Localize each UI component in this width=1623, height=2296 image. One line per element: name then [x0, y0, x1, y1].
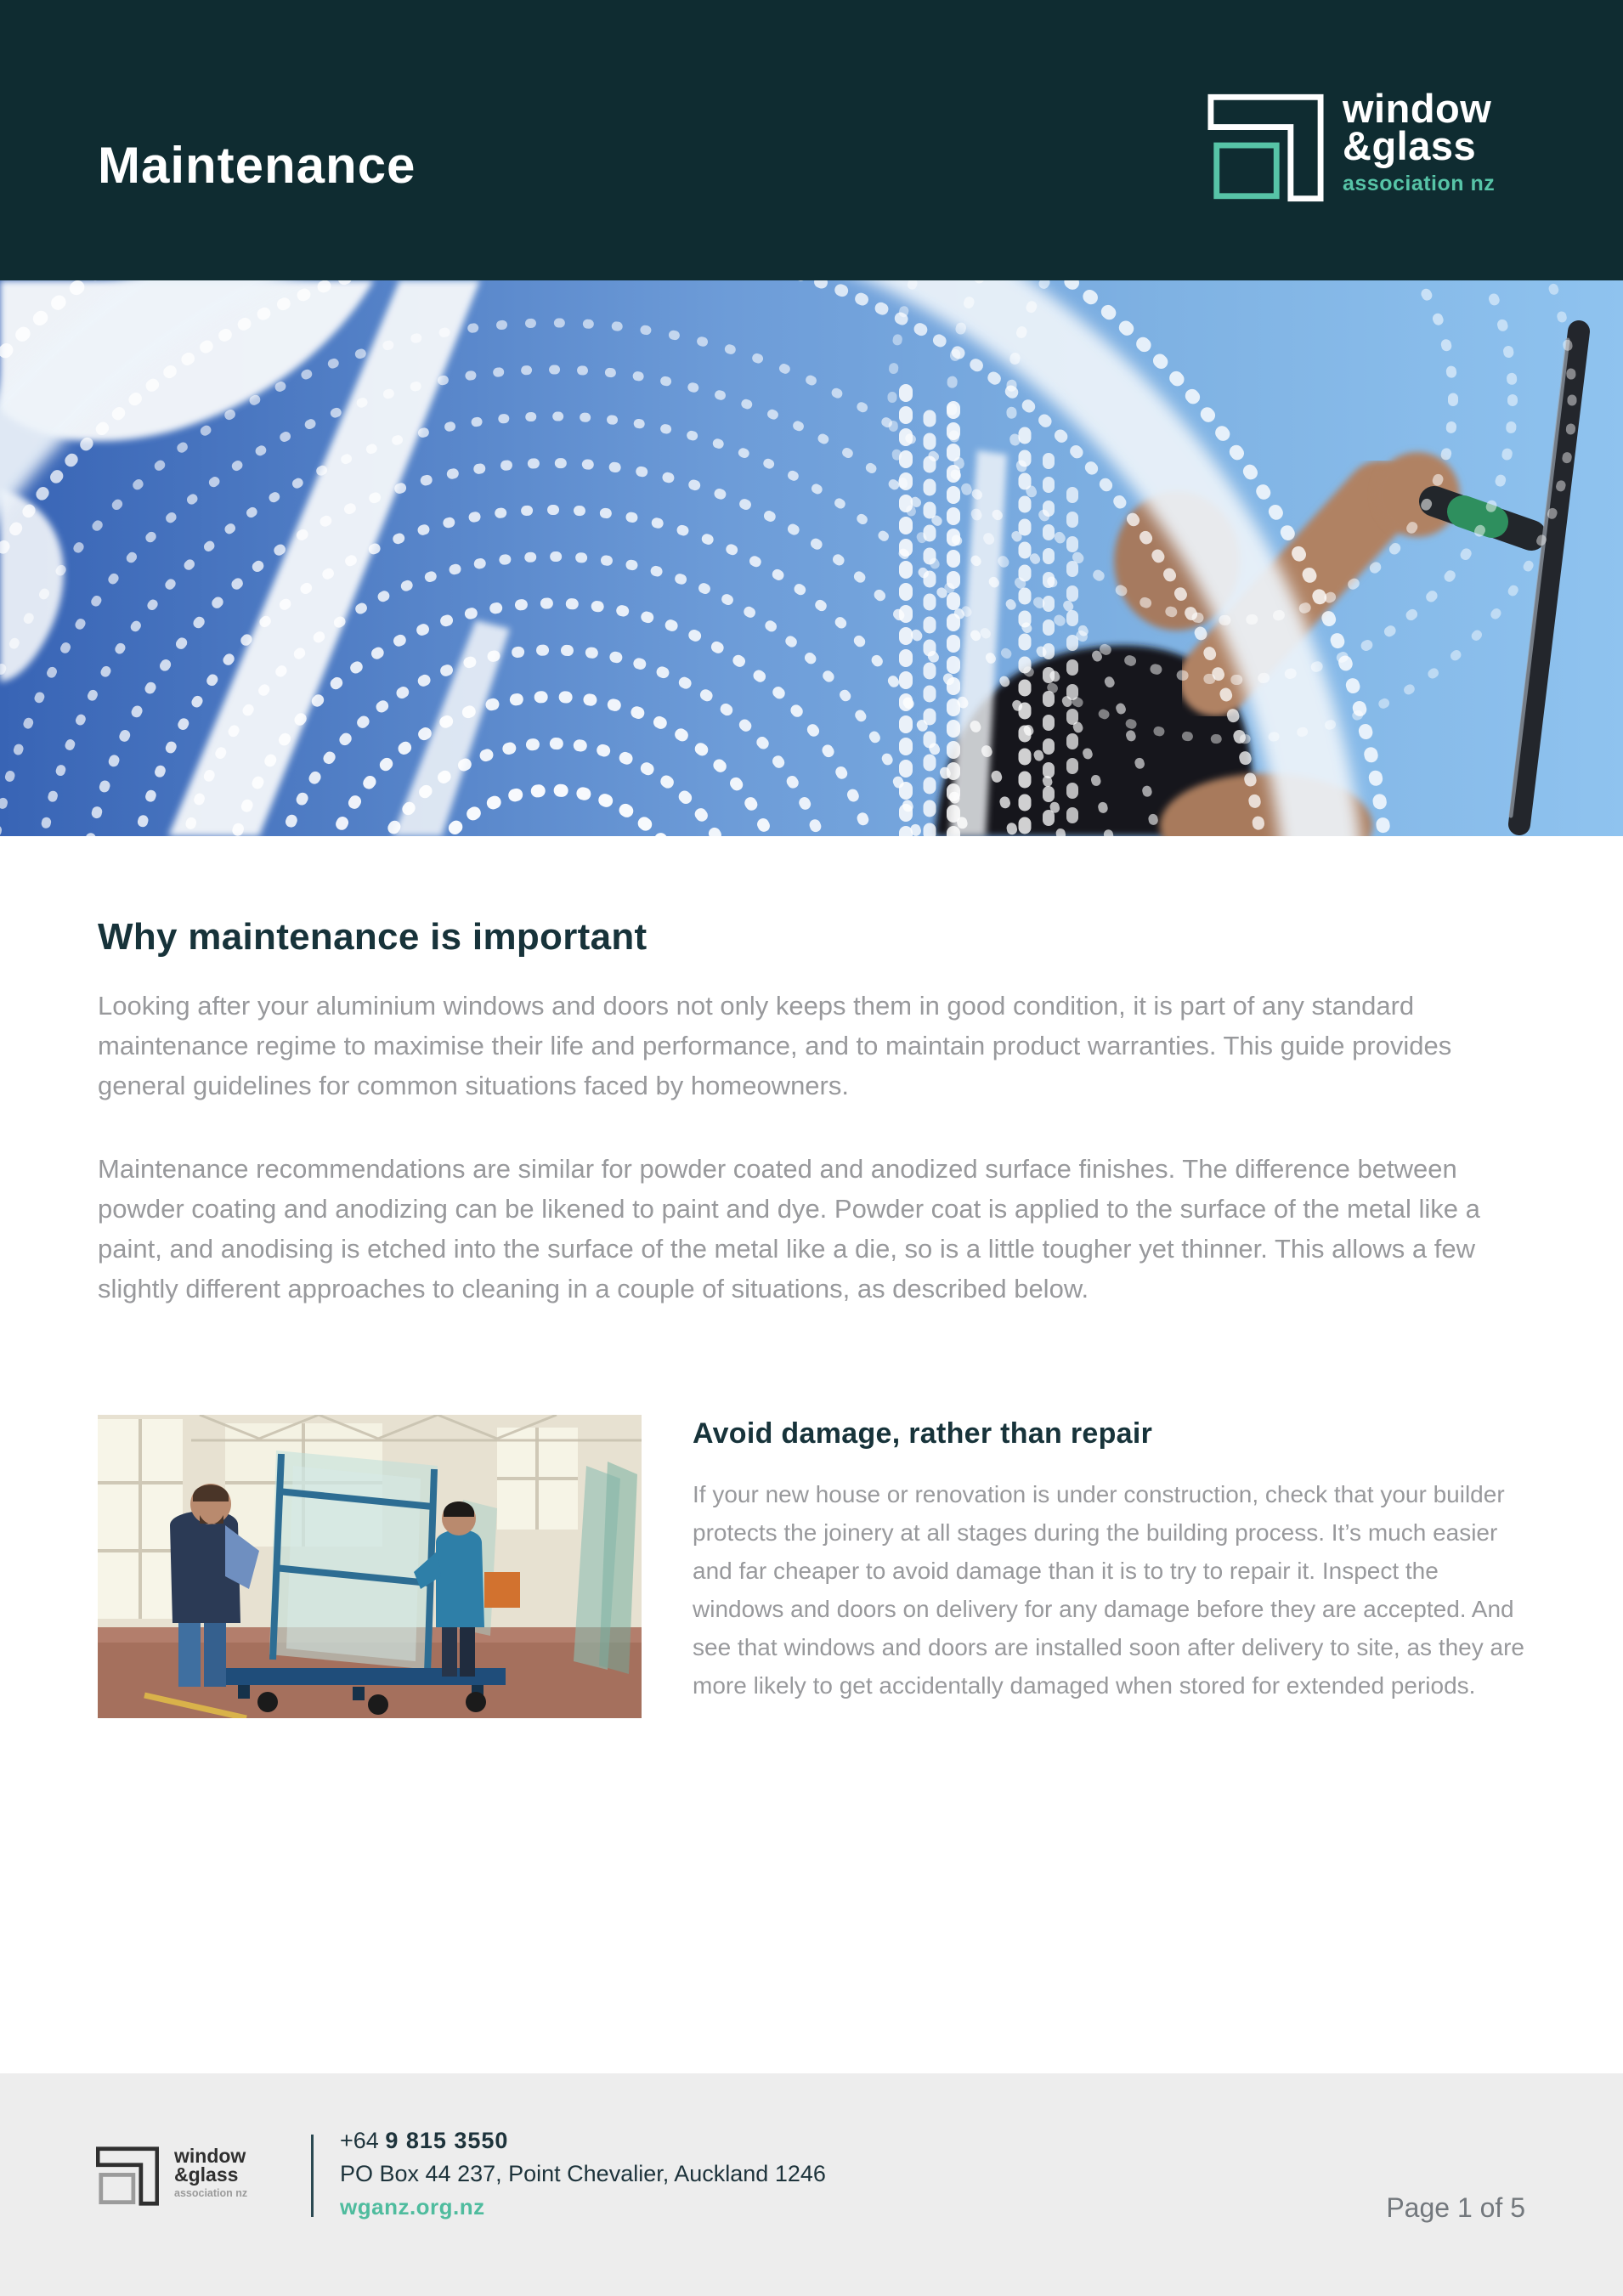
logo-word-association: association nz — [1343, 172, 1496, 195]
intro-paragraph-2: Maintenance recommendations are similar for powder coated and anodized surface finishes. The difference between powder coating and anodizing can be likened to paint and dye. Powder coat is applied to the surface of the metal like a paint, and anodising is etched into the surface of the metal like a die, so is a little tougher yet thinner. This allows a few slightly different approaches to cleaning in a couple of situations, as described below. — [98, 1154, 1480, 1304]
footer-website-link[interactable]: wganz.org.nz — [340, 2194, 485, 2220]
logo-word-window: window — [1343, 86, 1492, 131]
wganz-logo-mark-icon — [1207, 93, 1324, 206]
footer-logo-word-glass: &glass — [174, 2163, 239, 2186]
hero-image-window-cleaning — [0, 280, 1623, 836]
page-title: Maintenance — [98, 137, 416, 194]
footer-phone — [340, 2129, 826, 2152]
phone-prefix: +64 — [340, 2128, 386, 2153]
avoid-damage-paragraph: If your new house or renovation is under construction, check that your builder protects the joinery at all stages during the building process. It’s much easier and far cheaper to avoid damage than it is to try to repair it. Inspect the windows and doors on delivery for any damage before they are accepted. And see that windows and doors are installed soon after delivery to site, as they are more likely to get accidentally damaged when stored for extended periods. — [693, 1481, 1524, 1699]
footer-logo-text — [174, 2146, 247, 2199]
footer-wganz-logo — [96, 2145, 247, 2212]
footer-divider — [311, 2135, 314, 2217]
page-number: Page 1 of 5 — [1386, 2192, 1525, 2223]
footer-address: PO Box 44 237, Point Chevalier, Auckland 1246 — [340, 2161, 826, 2186]
wganz-logo-text — [1343, 86, 1496, 196]
header-band — [0, 0, 1623, 280]
footer-logo-word-association: association nz — [174, 2187, 248, 2199]
intro-paragraph-1: Looking after your aluminium windows and doors not only keeps them in good condition, it is part of any standard maintenance regime to maximise their life and performance, and to maintain product warranties. This guide provides general guidelines for common situations faced by homeowners. — [98, 991, 1452, 1100]
wganz-logo — [1207, 86, 1496, 206]
footer-logo-word-window: window — [174, 2145, 246, 2167]
footer-wganz-logo-mark-icon — [96, 2145, 159, 2212]
section-heading-why-maintenance: Why maintenance is important — [98, 916, 648, 958]
section-heading-avoid-damage: Avoid damage, rather than repair — [693, 1417, 1153, 1450]
footer-contact-block — [340, 2129, 826, 2219]
footer-band — [0, 2073, 1623, 2296]
factory-image-glass-handling — [98, 1415, 642, 1718]
phone-number: 9 815 3550 — [385, 2128, 509, 2153]
logo-word-glass: &glass — [1343, 123, 1477, 168]
